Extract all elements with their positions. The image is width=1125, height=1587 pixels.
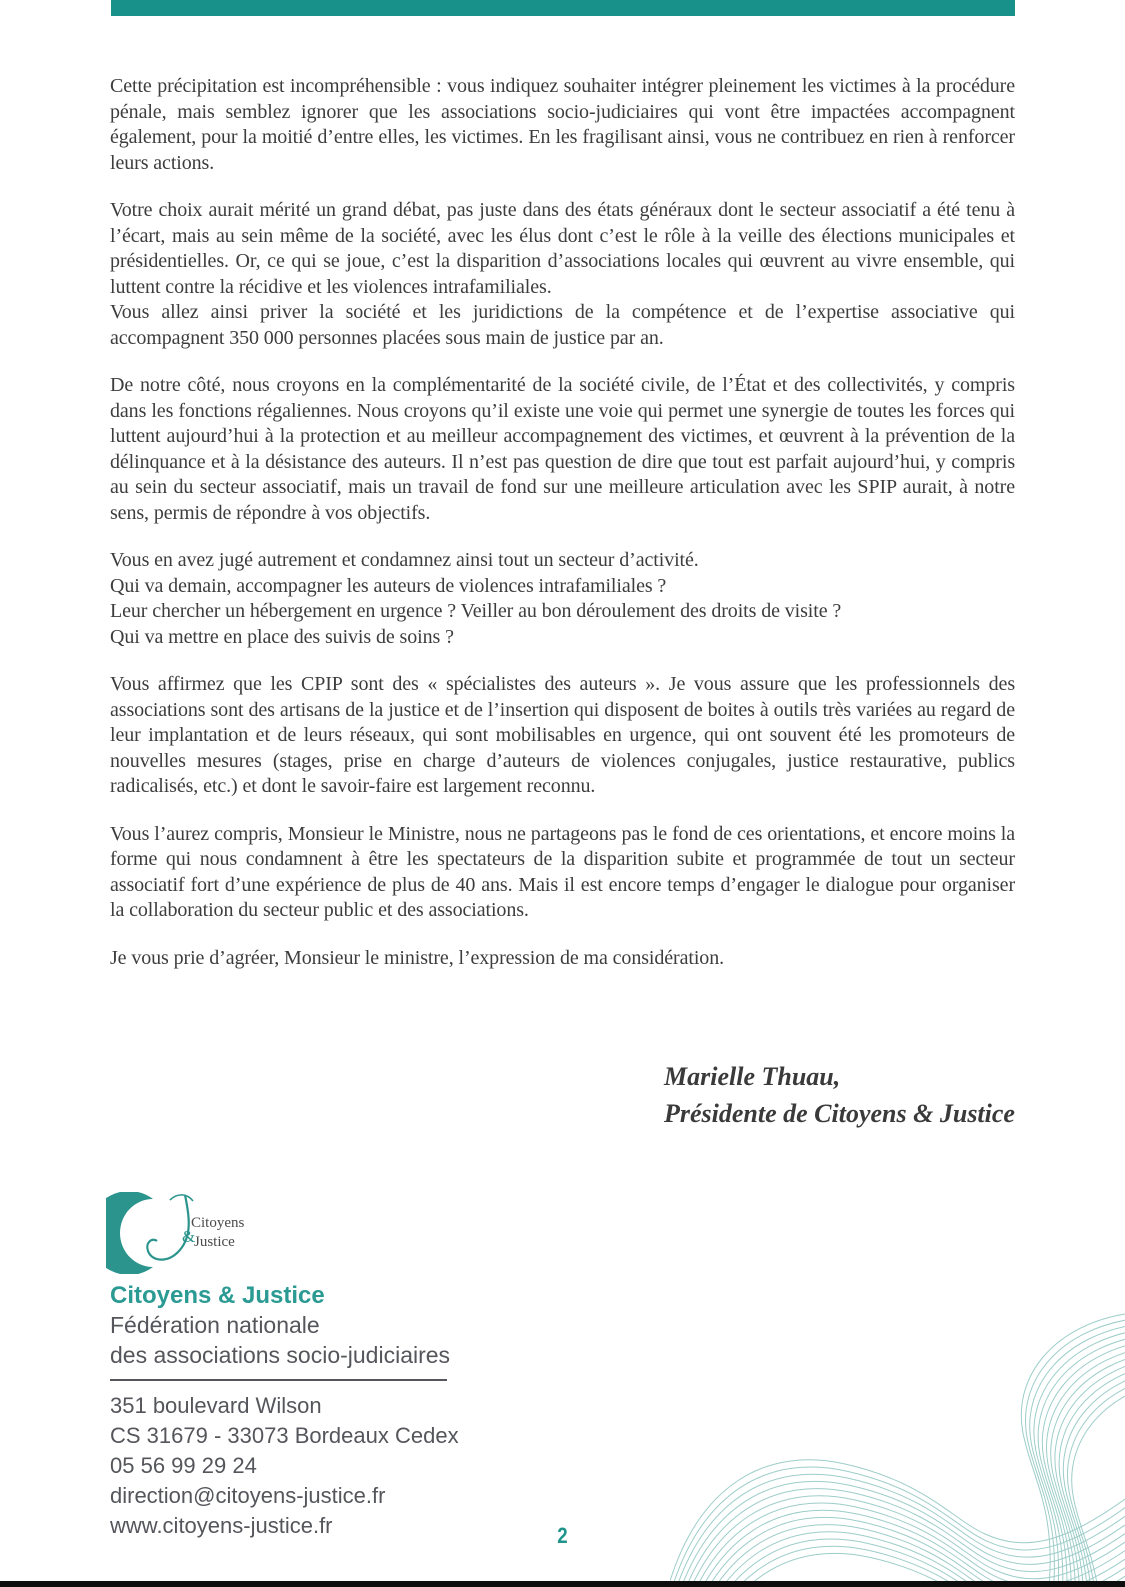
page-number: 2 <box>557 1523 568 1548</box>
letter-paragraph <box>110 198 1015 351</box>
signature-name: Marielle Thuau, <box>664 1062 841 1091</box>
signature-title: Présidente de Citoyens & Justice <box>664 1099 1015 1128</box>
paragraph-text: Vous allez ainsi priver la société et les juridictions de la compétence et de l’expertise associative qui accompagnent 350 000 personnes placées sous main de justice par an. <box>110 301 1015 349</box>
paragraph-text: De notre côté, nous croyons en la complémentarité de la société civile, de l’État et des collectivités, y compris dans les fonctions régaliennes. Nous croyons qu’il existe une voie qui permet une synergie de toutes les forces qui luttent aujourd’hui à la protection et au meilleur accompagnement des victimes, et œuvrent à la prévention de la délinquance et à la désistance des auteurs. Il n’est pas question de dire que tout est parfait aujourd’hui, y compris au sein du secteur associatif, mais un travail de fond sur une meilleure articulation avec les SPIP aurait, à notre sens, permis de répondre à vos objectifs. <box>110 374 1015 524</box>
letter-body <box>110 16 1015 971</box>
citoyens-justice-logo-icon <box>106 1192 266 1274</box>
phone-number: 05 56 99 29 24 <box>110 1453 257 1478</box>
org-name: Citoyens & Justice <box>110 1282 325 1309</box>
address-block <box>110 1391 530 1541</box>
footer-divider <box>110 1379 447 1381</box>
paragraph-text: Cette précipitation est incompréhensible : vous indiquez souhaiter intégrer pleinement les victimes à la procédure pénale, mais semblez ignorer que les associations socio-judiciaires qui vont être impactées accompagnent également, pour la moitié d’entre elles, les victimes. En les fragilisant ainsi, vous ne contribuez en rien à renforcer leurs actions. <box>110 75 1015 174</box>
logo-text-ampersand: & <box>182 1227 196 1246</box>
org-subtitle-line2: des associations socio-judiciaires <box>110 1342 451 1368</box>
letter-paragraph <box>110 946 1015 972</box>
paragraph-text: Qui va mettre en place des suivis de soins ? <box>110 625 454 648</box>
paragraph-text: Je vous prie d’agréer, Monsieur le ministre, l’expression de ma considération. <box>110 946 724 969</box>
paragraph-text: Qui va demain, accompagner les auteurs de violences intrafamiliales ? <box>110 574 667 597</box>
footer-block <box>110 1192 530 1541</box>
logo-j-flag-icon <box>170 1195 193 1201</box>
letter-paragraph <box>110 373 1015 526</box>
letter-paragraph <box>110 822 1015 924</box>
logo-text-citoyens: Citoyens <box>191 1215 245 1231</box>
paragraph-text: Vous en avez jugé autrement et condamnez ainsi tout un secteur d’activité. <box>110 549 699 571</box>
paragraph-text: Vous affirmez que les CPIP sont des « spécialistes des auteurs ». Je vous assure que les professionnels des associations sont des artisans de la justice et de l’insertion qui disposent de boites à outils très variées au regard de leur implantation et de leurs réseaux, qui sont mobilisables en urgence, qui ont souvent été les promoteurs de nouvelles mesures (stages, prise en charge d’auteurs de violences conjugales, justice restaurative, publics radicalisés, etc.) et dont le savoir-faire est largement reconnu. <box>110 673 1015 797</box>
address-city: CS 31679 - 33073 Bordeaux Cedex <box>110 1423 459 1448</box>
bottom-edge-strip <box>0 1581 1125 1587</box>
address-street: 351 boulevard Wilson <box>110 1393 322 1418</box>
signature-block <box>664 1058 1015 1132</box>
paragraph-text: Vous l’aurez compris, Monsieur le Ministre, nous ne partageons pas le fond de ces orientations, et encore moins la forme qui nous condamnent à être les spectateurs de la disparition subite et programmée de tout un secteur associatif fort d’une expérience de plus de 40 ans. Mais il est encore temps d’engager le dialogue pour organiser la collaboration du secteur public et des associations. <box>110 822 1015 921</box>
letter-paragraph <box>110 672 1015 800</box>
email-address: direction@citoyens-justice.fr <box>110 1483 386 1508</box>
paragraph-text: Votre choix aurait mérité un grand débat, pas juste dans des états généraux dont le secteur associatif a été tenu à l’écart, mais au sein même de la société, avec les élus dont c’est le rôle à la veille des élections municipales et présidentielles. Or, ce qui se joue, c’est la disparition d’associations locales qui œuvrent au vivre ensemble, qui luttent contre la récidive et les violences intrafamiliales. <box>110 199 1015 298</box>
logo-text-justice: Justice <box>194 1234 235 1250</box>
org-subtitle-line1: Fédération nationale <box>110 1312 320 1338</box>
top-accent-bar <box>111 0 1015 16</box>
logo-crescent-icon <box>106 1192 153 1274</box>
paragraph-text: Leur chercher un hébergement en urgence ? Veiller au bon déroulement des droits de visite ? <box>110 600 842 622</box>
letter-paragraph <box>110 548 1015 650</box>
letter-paragraph <box>110 74 1015 176</box>
website-url: www.citoyens-justice.fr <box>110 1513 333 1538</box>
